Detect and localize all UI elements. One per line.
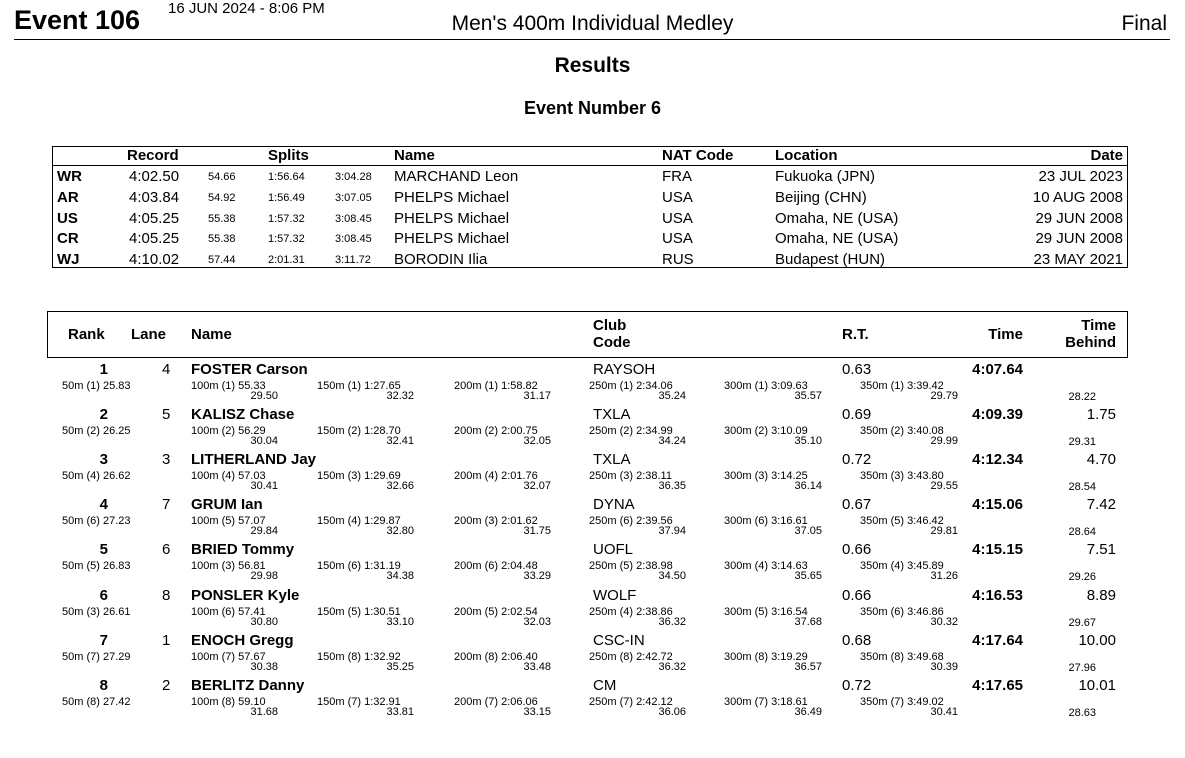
split-cumulative: 50m (8) 27.42 [62, 695, 131, 708]
result-name: FOSTER Carson [191, 361, 308, 378]
split-final-lap: 29.31 [1068, 436, 1096, 449]
split-cumulative: 250m (8) 2:42.72 [589, 650, 673, 663]
result-time-behind: 7.51 [1086, 541, 1116, 559]
result-lane: 8 [162, 586, 171, 604]
record-location: Budapest (HUN) [775, 251, 886, 269]
result-club: CSC-IN [593, 631, 645, 649]
record-location: Fukuoka (JPN) [775, 168, 876, 185]
split-cumulative: 350m (3) 3:43.80 [860, 470, 944, 483]
record-nat: RUS [662, 251, 694, 269]
split-lap: 37.94 [658, 525, 686, 538]
split-lap: 36.57 [794, 660, 822, 673]
record-split-2: 1:57.32 [268, 212, 305, 225]
record-nat: USA [662, 209, 693, 227]
record-type: WR [57, 168, 82, 185]
result-reaction-time: 0.66 [842, 586, 872, 604]
record-split-1: 54.92 [208, 191, 236, 204]
split-cumulative: 250m (5) 2:38.98 [589, 560, 673, 573]
record-split-2: 1:56.64 [268, 171, 305, 183]
split-cumulative: 300m (8) 3:19.29 [724, 650, 808, 663]
split-lap: 30.80 [250, 615, 278, 628]
split-lap: 30.41 [250, 480, 278, 493]
split-cumulative: 100m (2) 56.29 [191, 425, 266, 438]
split-cumulative: 350m (2) 3:40.08 [860, 425, 944, 438]
result-row [0, 496, 1185, 541]
split-cumulative: 300m (2) 3:10.09 [724, 425, 808, 438]
record-location: Omaha, NE (USA) [775, 209, 899, 227]
records-header-divider [53, 165, 1127, 166]
result-rank: 7 [99, 631, 108, 649]
record-time: 4:05.25 [129, 230, 180, 248]
record-type: US [57, 209, 78, 227]
records-col-nat: NAT Code [662, 147, 734, 164]
record-nat: USA [662, 188, 693, 206]
record-split-1: 57.44 [208, 254, 236, 267]
result-rank: 8 [99, 676, 108, 694]
split-cumulative: 250m (4) 2:38.86 [589, 605, 673, 618]
split-final-lap: 28.64 [1068, 526, 1096, 539]
result-time: 4:15.06 [972, 496, 1023, 514]
split-lap: 29.84 [250, 525, 278, 538]
results-col-club-code: Code [593, 334, 631, 351]
split-cumulative: 200m (5) 2:02.54 [454, 605, 538, 618]
record-date: 29 JUN 2008 [1035, 209, 1123, 227]
result-row [0, 406, 1185, 451]
split-cumulative: 50m (6) 27.23 [62, 515, 131, 528]
result-reaction-time: 0.72 [842, 676, 872, 694]
split-lap: 31.26 [930, 570, 958, 583]
record-time: 4:10.02 [129, 251, 180, 269]
result-lane: 6 [162, 541, 171, 559]
split-lap: 32.80 [386, 525, 414, 538]
record-nat: USA [662, 230, 693, 248]
split-lap: 33.29 [523, 570, 551, 583]
result-lane: 4 [162, 361, 171, 378]
split-cumulative: 150m (3) 1:29.69 [317, 470, 401, 483]
split-cumulative: 200m (4) 2:01.76 [454, 470, 538, 483]
split-cumulative: 50m (2) 26.25 [62, 425, 131, 438]
record-split-3: 3:08.45 [335, 212, 372, 225]
split-lap: 36.14 [794, 480, 822, 493]
split-lap: 30.39 [930, 660, 958, 673]
split-cumulative: 50m (7) 27.29 [62, 650, 131, 663]
records-col-record: Record [127, 147, 179, 164]
event-number: Event Number 6 [523, 98, 662, 118]
results-col-rank: Rank [68, 326, 105, 343]
result-time: 4:17.65 [972, 676, 1023, 694]
result-rank: 5 [99, 541, 108, 559]
result-time-behind: 8.89 [1086, 586, 1116, 604]
split-lap: 29.55 [930, 480, 958, 493]
split-cumulative: 50m (1) 25.83 [62, 380, 131, 392]
record-split-1: 55.38 [208, 233, 236, 246]
record-type: AR [57, 188, 79, 206]
result-time: 4:12.34 [972, 451, 1023, 469]
result-time-behind: 10.01 [1078, 676, 1116, 694]
record-holder: BORODIN Ilia [394, 251, 488, 269]
split-cumulative: 250m (6) 2:39.56 [589, 515, 673, 528]
split-cumulative: 200m (3) 2:01.62 [454, 515, 538, 528]
split-lap: 30.38 [250, 660, 278, 673]
result-name: ENOCH Gregg [191, 631, 294, 649]
record-type: WJ [57, 251, 80, 269]
split-cumulative: 100m (4) 57.03 [191, 470, 266, 483]
split-cumulative: 300m (5) 3:16.54 [724, 605, 808, 618]
results-col-rt: R.T. [842, 326, 869, 343]
split-lap: 34.38 [386, 570, 414, 583]
split-cumulative: 300m (4) 3:14.63 [724, 560, 808, 573]
record-time: 4:02.50 [129, 168, 180, 185]
record-type: CR [57, 230, 79, 248]
split-cumulative: 150m (4) 1:29.87 [317, 515, 401, 528]
split-lap: 36.32 [658, 615, 686, 628]
record-date: 10 AUG 2008 [1032, 188, 1123, 206]
split-lap: 35.25 [386, 660, 414, 673]
split-lap: 30.41 [930, 705, 958, 718]
split-lap: 33.15 [523, 705, 551, 718]
split-lap: 37.68 [794, 615, 822, 628]
split-lap: 35.65 [794, 570, 822, 583]
result-name: KALISZ Chase [191, 406, 295, 424]
split-cumulative: 250m (1) 2:34.06 [589, 380, 673, 392]
split-cumulative: 150m (5) 1:30.51 [317, 605, 401, 618]
record-row [0, 230, 1185, 250]
record-nat: FRA [662, 168, 692, 185]
split-lap: 32.32 [386, 390, 414, 402]
split-final-lap: 28.63 [1068, 706, 1096, 719]
split-final-lap: 29.26 [1068, 571, 1096, 584]
record-split-3: 3:04.28 [335, 171, 372, 183]
split-lap: 34.24 [658, 435, 686, 448]
split-lap: 37.05 [794, 525, 822, 538]
result-rank: 4 [99, 496, 108, 514]
record-date: 23 JUL 2023 [1038, 168, 1123, 185]
result-reaction-time: 0.66 [842, 541, 872, 559]
split-cumulative: 100m (1) 55.33 [191, 380, 266, 392]
record-location: Omaha, NE (USA) [775, 230, 899, 248]
record-time: 4:03.84 [129, 188, 180, 206]
record-time: 4:05.25 [129, 209, 180, 227]
split-lap: 29.79 [930, 390, 958, 402]
split-cumulative: 300m (7) 3:18.61 [724, 695, 808, 708]
split-lap: 36.49 [794, 705, 822, 718]
record-split-1: 55.38 [208, 212, 236, 225]
split-lap: 32.07 [523, 480, 551, 493]
result-reaction-time: 0.63 [842, 361, 872, 378]
result-club: UOFL [593, 541, 634, 559]
split-final-lap: 27.96 [1068, 661, 1096, 674]
split-lap: 30.04 [250, 435, 278, 448]
split-cumulative: 350m (5) 3:46.42 [860, 515, 944, 528]
split-cumulative: 100m (3) 56.81 [191, 560, 266, 573]
result-time: 4:07.64 [972, 361, 1023, 378]
split-lap: 31.17 [523, 390, 551, 402]
result-club: CM [593, 676, 617, 694]
result-reaction-time: 0.68 [842, 631, 872, 649]
split-cumulative: 350m (7) 3:49.02 [860, 695, 944, 708]
record-split-3: 3:11.72 [335, 254, 371, 267]
result-rank: 2 [99, 406, 108, 424]
result-name: BRIED Tommy [191, 541, 295, 559]
split-cumulative: 200m (1) 1:58.82 [454, 380, 538, 392]
split-lap: 30.32 [930, 615, 958, 628]
split-cumulative: 150m (8) 1:32.92 [317, 650, 401, 663]
split-cumulative: 50m (4) 26.62 [62, 470, 131, 483]
result-reaction-time: 0.67 [842, 496, 872, 514]
split-lap: 29.98 [250, 570, 278, 583]
event-datetime: 16 JUN 2024 - 8:06 PM [168, 0, 325, 17]
result-time-behind: 1.75 [1086, 406, 1116, 424]
split-cumulative: 100m (7) 57.67 [191, 650, 266, 663]
record-holder: PHELPS Michael [394, 230, 510, 248]
split-cumulative: 100m (5) 57.07 [191, 515, 266, 528]
split-cumulative: 150m (6) 1:31.19 [317, 560, 401, 573]
result-time-behind: 7.42 [1086, 496, 1116, 514]
records-col-date: Date [1090, 147, 1123, 164]
result-club: RAYSOH [593, 361, 656, 378]
split-cumulative: 200m (2) 2:00.75 [454, 425, 538, 438]
result-lane: 5 [162, 406, 171, 424]
results-col-club: Club [593, 317, 627, 334]
result-row [0, 451, 1185, 496]
record-split-2: 1:57.32 [268, 233, 305, 246]
split-lap: 29.99 [930, 435, 958, 448]
split-cumulative: 300m (6) 3:16.61 [724, 515, 808, 528]
record-row [0, 189, 1185, 209]
results-col-behind-2: Behind [1065, 334, 1116, 351]
split-cumulative: 350m (4) 3:45.89 [860, 560, 944, 573]
event-round: Final [1121, 12, 1167, 35]
split-cumulative: 250m (2) 2:34.99 [589, 425, 673, 438]
split-final-lap: 28.54 [1068, 481, 1096, 494]
result-row [0, 632, 1185, 677]
split-lap: 36.06 [658, 705, 686, 718]
header-divider [14, 39, 1170, 40]
split-lap: 36.35 [658, 480, 686, 493]
event-name: Men's 400m Individual Medley [451, 12, 734, 35]
record-date: 23 MAY 2021 [1033, 251, 1123, 269]
record-date: 29 JUN 2008 [1035, 230, 1123, 248]
split-lap: 29.81 [930, 525, 958, 538]
result-row [0, 677, 1185, 722]
result-club: TXLA [593, 451, 631, 469]
split-lap: 35.57 [794, 390, 822, 402]
record-row [0, 210, 1185, 230]
result-rank: 3 [99, 451, 108, 469]
record-holder: MARCHAND Leon [394, 168, 519, 185]
result-reaction-time: 0.69 [842, 406, 872, 424]
record-location: Beijing (CHN) [775, 188, 867, 206]
split-cumulative: 350m (1) 3:39.42 [860, 380, 944, 392]
result-lane: 1 [162, 631, 171, 649]
split-cumulative: 50m (5) 26.83 [62, 560, 131, 573]
result-reaction-time: 0.72 [842, 451, 872, 469]
result-lane: 2 [162, 676, 171, 694]
result-row [0, 587, 1185, 632]
result-time: 4:16.53 [972, 586, 1023, 604]
split-cumulative: 150m (1) 1:27.65 [317, 380, 401, 392]
split-lap: 33.10 [386, 615, 414, 628]
results-col-behind: Time [1081, 317, 1116, 334]
records-col-location: Location [775, 147, 838, 164]
split-lap: 32.03 [523, 615, 551, 628]
split-cumulative: 300m (3) 3:14.25 [724, 470, 808, 483]
result-name: GRUM Ian [191, 496, 263, 514]
result-name: BERLITZ Danny [191, 676, 305, 694]
split-cumulative: 50m (3) 26.61 [62, 605, 131, 618]
result-name: LITHERLAND Jay [191, 451, 317, 469]
split-cumulative: 200m (7) 2:06.06 [454, 695, 538, 708]
split-cumulative: 150m (7) 1:32.91 [317, 695, 401, 708]
split-lap: 34.50 [658, 570, 686, 583]
result-club: DYNA [593, 496, 635, 514]
record-holder: PHELPS Michael [394, 209, 510, 227]
split-lap: 35.10 [794, 435, 822, 448]
split-cumulative: 200m (8) 2:06.40 [454, 650, 538, 663]
record-split-3: 3:07.05 [335, 191, 372, 204]
result-time-behind: 4.70 [1086, 451, 1116, 469]
record-split-3: 3:08.45 [335, 233, 372, 246]
split-final-lap: 28.22 [1068, 391, 1096, 403]
result-club: TXLA [593, 406, 631, 424]
result-name: PONSLER Kyle [191, 586, 300, 604]
result-time: 4:09.39 [972, 406, 1023, 424]
event-title: Event 106 [14, 5, 141, 35]
record-row [0, 168, 1185, 188]
split-cumulative: 100m (6) 57.41 [191, 605, 266, 618]
result-time: 4:17.64 [972, 631, 1023, 649]
split-lap: 32.41 [386, 435, 414, 448]
result-rank: 6 [99, 586, 108, 604]
split-lap: 31.68 [250, 705, 278, 718]
split-lap: 35.24 [658, 390, 686, 402]
split-cumulative: 200m (6) 2:04.48 [454, 560, 538, 573]
result-time-behind: 10.00 [1078, 631, 1116, 649]
split-lap: 31.75 [523, 525, 551, 538]
results-col-time: Time [988, 326, 1023, 343]
section-title: Results [554, 54, 631, 77]
records-col-splits: Splits [268, 147, 309, 164]
split-lap: 32.05 [523, 435, 551, 448]
result-row [0, 361, 1185, 406]
record-split-2: 1:56.49 [268, 191, 305, 204]
split-cumulative: 350m (6) 3:46.86 [860, 605, 944, 618]
records-col-name: Name [394, 147, 435, 164]
record-holder: PHELPS Michael [394, 188, 510, 206]
split-lap: 36.32 [658, 660, 686, 673]
results-col-lane: Lane [131, 326, 167, 343]
split-lap: 32.66 [386, 480, 414, 493]
split-cumulative: 100m (8) 59.10 [191, 695, 266, 708]
result-time: 4:15.15 [972, 541, 1023, 559]
split-cumulative: 250m (7) 2:42.12 [589, 695, 673, 708]
split-cumulative: 250m (3) 2:38.11 [589, 470, 672, 483]
results-col-name: Name [191, 326, 232, 343]
result-lane: 3 [162, 451, 171, 469]
record-split-2: 2:01.31 [268, 254, 305, 267]
split-cumulative: 150m (2) 1:28.70 [317, 425, 401, 438]
result-lane: 7 [162, 496, 171, 514]
result-row [0, 541, 1185, 586]
split-final-lap: 29.67 [1068, 616, 1096, 629]
split-cumulative: 300m (1) 3:09.63 [724, 380, 808, 392]
split-lap: 33.48 [523, 660, 551, 673]
split-lap: 29.50 [250, 390, 278, 402]
result-rank: 1 [99, 361, 108, 378]
split-lap: 33.81 [386, 705, 414, 718]
split-cumulative: 350m (8) 3:49.68 [860, 650, 944, 663]
record-row [0, 251, 1185, 271]
record-split-1: 54.66 [208, 171, 236, 183]
result-club: WOLF [593, 586, 637, 604]
